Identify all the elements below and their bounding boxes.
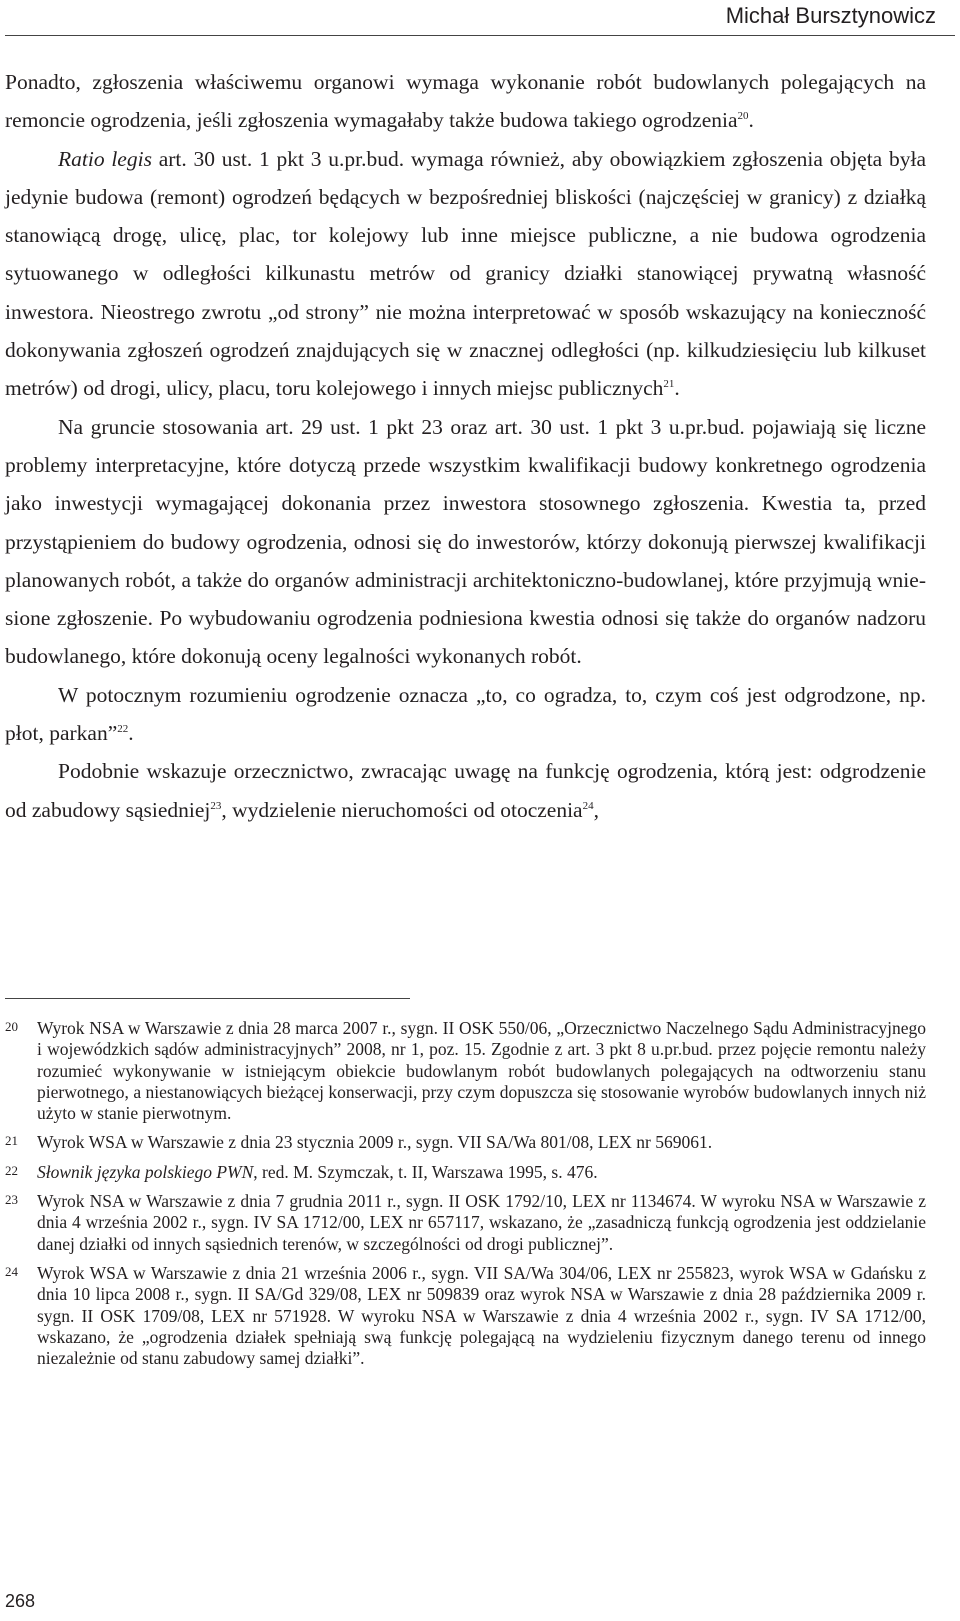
footnote-23 xyxy=(5,1191,926,1255)
paragraph-3-text: Na gruncie stosowania art. 29 ust. 1 pkt 23 oraz art. 30 ust. 1 pkt 3 u.pr.bud. pojawiają się liczne problemy interpretacyjne, które dotyczą przede wszystkim kwalifikacji budowy konkretnego ogrodzenia jako inwestycji wymagającej dokonania przez inwestora stosownego zgłoszenia. Kwestia ta, przed przystąpieniem do budowy ogrodzenia, odnosi się do inwestorów, którzy dokonują pierwszej kwalifikacji planowanych robót, a także do organów administracji architektoniczno-budowlanej, które przyjmują wniesione zgłoszenie. Po wybudowaniu ogrodzenia podniesiona kwestia odnosi się także do organów nadzoru budowlanego, które dokonują oceny legalności wykonanych robót. xyxy=(5,414,926,669)
footnote-number: 23 xyxy=(5,1192,18,1208)
footnote-italic-title: Słownik języka polskiego PWN xyxy=(37,1161,254,1182)
paragraph-2 xyxy=(5,140,926,408)
footnote-ref-20[interactable]: 20 xyxy=(737,110,749,123)
footnote-text: Wyrok NSA w Warszawie z dnia 7 grudnia 2011 r., sygn. II OSK 1792/10, LEX nr 1134674. W wyroku NSA w Warszawie z dnia 4 września 2002 r., sygn. IV SA 1712/00, LEX nr 657117, wskazano, że „zasadniczą funkcją ogrodzenia jest oddzielanie danej działki od innych sąsiednich terenów, w szczególności od drogi publicznej”. xyxy=(37,1191,926,1254)
footnote-ref-21[interactable]: 21 xyxy=(663,378,675,391)
footnote-number: 22 xyxy=(5,1162,18,1178)
paragraph-1-text: Ponadto, zgłoszenia właściwemu organowi wymaga wykonanie robót budowlanych polegających na remoncie ogrodzenia, jeśli zgłoszenia wymagałaby także budowa takiego ogrodzenia xyxy=(5,70,926,133)
page-number: 268 xyxy=(5,1591,36,1611)
footnote-text: Wyrok WSA w Warszawie z dnia 21 września 2006 r., sygn. VII SA/Wa 304/06, LEX nr 255823, wyrok WSA w Gdańsku z dnia 10 lipca 2008 r., sygn. II SA/Gd 329/08, LEX nr 509839 oraz wyrok NSA w Warszawie z dnia 28 października 2009 r. sygn. II OSK 1709/08, LEX nr 571928. W wyroku NSA w Warszawie z dnia 4 września 2002 r., sygn. IV SA 1712/00, wskazano, że „ogrodzenia działek spełniają swą funkcję polegającą na wydzieleniu fizycznym danego terenu od innego niezależnie od stanu zabudowy samej działki”. xyxy=(37,1262,926,1369)
paragraph-5-text: Podobnie wskazuje orzecznictwo, zwracając uwagę na funkcję ogrodzenia, którą jest: odgrodzenie od zabudowy sąsiedniej xyxy=(5,759,926,822)
paragraph-2-text: art. 30 ust. 1 pkt 3 u.pr.bud. wymaga również, aby obowiązkiem zgłoszenia objęta była jedynie budowa (remont) ogrodzeń będących w bezpośredniej bliskości (najczęściej w granicy) z działką stanowiącą drogę, ulicę, plac, tor kolejowy lub inne miejsce publiczne, a nie budowa ogrodzenia sytuowanego w odległości kilkunastu metrów od granicy działki stanowiącej prywatną własność inwestora. Nieostrego zwrotu „od strony” nie można interpretować w sposób wskazujący na konieczność dokonywania zgłoszeń ogrodzeń znajdujących się w znacznej odległości (np. kilkudziesięciu lub kilkuset metrów) od drogi, ulicy, placu, toru kolejowego i innych miejsc publicznych xyxy=(5,146,926,401)
main-text xyxy=(5,63,926,829)
footnote-21 xyxy=(5,1132,926,1153)
paragraph-2-italic: Ratio legis xyxy=(58,146,152,171)
paragraph-1 xyxy=(5,63,926,140)
footnote-text: Wyrok NSA w Warszawie z dnia 28 marca 2007 r., sygn. II OSK 550/06, „Orzecznictwo Naczelnego Sądu Administracyjnego i wojewódzkich sądów administracyjnych” 2008, nr 1, poz. 15. Zgodnie z art. 3 pkt 8 u.pr.bud. przez pojęcie remontu należy rozumieć wykonywanie w istniejącym obiekcie budowlanym robót budowlanych polegających na odtworzeniu stanu pierwotnego, a niestanowiących bieżącej konserwacji, przy czym dopuszcza się stosowanie wyrobów budowlanych innych niż użyto w stanie pierwotnym. xyxy=(37,1018,926,1124)
paragraph-4-text: W potocznym rozumieniu ogrodzenie oznacza „to, co ogradza, to, czym coś jest odgrodzone, np. płot, parkan” xyxy=(5,682,926,746)
footnote-ref-22[interactable]: 22 xyxy=(117,723,129,736)
footnote-number: 20 xyxy=(5,1019,18,1034)
header-author: Michał Bursztynowicz xyxy=(725,3,936,28)
paragraph-3 xyxy=(5,408,926,676)
footnotes xyxy=(5,1018,926,1377)
paragraph-4-end: . xyxy=(128,721,134,746)
footnote-number: 21 xyxy=(5,1133,18,1149)
footnote-22 xyxy=(5,1162,926,1183)
paragraph-5-text-2: , wydzielenie nieruchomości od otoczenia xyxy=(221,797,583,822)
footnote-20 xyxy=(5,1018,926,1124)
footnote-number: 24 xyxy=(5,1263,18,1279)
header-rule xyxy=(5,35,955,36)
footnote-text xyxy=(37,1162,926,1183)
paragraph-1-end: . xyxy=(748,108,754,133)
footnote-ref-23[interactable]: 23 xyxy=(210,799,222,812)
footnote-text-rest: , red. M. Szymczak, t. II, Warszawa 1995, s. 476. xyxy=(253,1161,598,1182)
paragraph-5-end: , xyxy=(593,797,599,822)
footnote-separator xyxy=(5,998,410,999)
paragraph-2-end: . xyxy=(674,376,680,401)
footnote-24 xyxy=(5,1263,926,1369)
footnote-ref-24[interactable]: 24 xyxy=(582,799,594,812)
paragraph-4 xyxy=(5,676,926,753)
paragraph-5 xyxy=(5,752,926,829)
footnote-text: Wyrok WSA w Warszawie z dnia 23 stycznia 2009 r., sygn. VII SA/Wa 801/08, LEX nr 569061. xyxy=(37,1132,713,1153)
